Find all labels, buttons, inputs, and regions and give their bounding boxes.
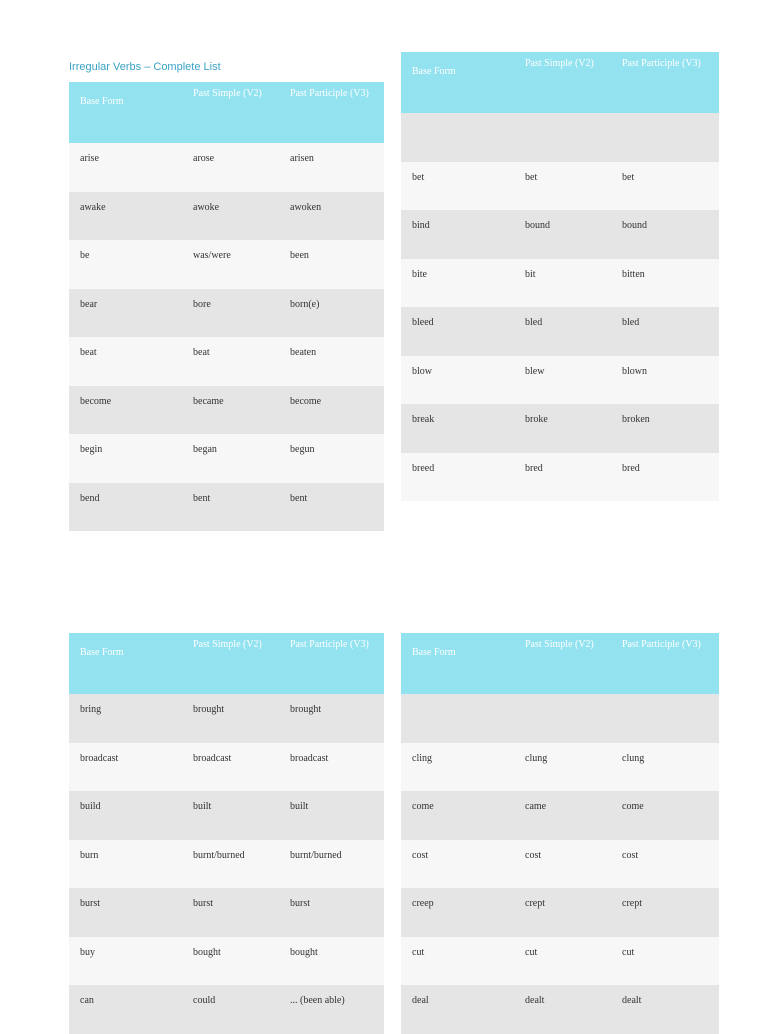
past-participle-cell: clung: [622, 752, 645, 764]
past-participle-cell: blown: [622, 365, 647, 377]
table-row: [401, 162, 719, 211]
base-form-cell: bend: [80, 492, 100, 504]
base-form-cell: burn: [80, 849, 99, 861]
past-simple-cell: crept: [525, 898, 545, 909]
base-form-cell: cut: [412, 946, 425, 958]
table-row: [69, 888, 384, 937]
table-row: [69, 143, 384, 192]
past-simple-cell: could: [193, 995, 216, 1006]
past-simple-cell: cost: [525, 849, 542, 861]
past-simple-cell: bit: [525, 268, 536, 280]
base-form-cell: bind: [412, 220, 430, 231]
past-participle-cell: become: [290, 395, 322, 407]
table-row: [69, 743, 384, 792]
table-header: [401, 633, 719, 694]
past-participle-cell: broken: [622, 414, 650, 425]
past-participle-cell: been: [290, 250, 309, 261]
past-participle-cell: bought: [290, 946, 318, 958]
past-participle-cell: brought: [290, 704, 322, 715]
past-participle-cell: bred: [622, 462, 640, 474]
base-form-cell: breed: [412, 462, 435, 474]
table-row: [69, 434, 384, 483]
table-row: [69, 192, 384, 241]
past-simple-cell: bled: [525, 317, 543, 328]
table-row: [69, 240, 384, 289]
past-simple-cell: bred: [525, 462, 543, 474]
past-participle-cell: come: [622, 801, 644, 812]
past-participle-cell: burnt/burned: [290, 849, 342, 861]
header-past-simple: Past Simple (V2): [193, 639, 262, 650]
verb-table-4: [401, 633, 719, 1034]
table-row: [401, 210, 719, 259]
base-form-cell: broadcast: [80, 752, 119, 764]
base-form-cell: bear: [80, 298, 98, 310]
base-form-cell: awake: [80, 201, 106, 213]
table-row: [401, 743, 719, 792]
verb-table-3: [69, 633, 384, 1034]
past-simple-cell: bore: [193, 298, 211, 310]
base-form-cell: bet: [412, 171, 425, 183]
past-participle-cell: bled: [622, 317, 640, 328]
table-row: [401, 356, 719, 405]
past-participle-cell: dealt: [622, 995, 642, 1006]
past-simple-cell: broke: [525, 414, 548, 425]
header-past-simple: Past Simple (V2): [193, 88, 262, 99]
table-row: [69, 337, 384, 386]
table-body: [69, 694, 384, 1034]
past-simple-cell: bent: [193, 492, 211, 504]
past-simple-cell: beat: [193, 347, 210, 358]
past-simple-cell: bound: [525, 220, 550, 231]
past-simple-cell: was/were: [193, 250, 231, 261]
header-base-form: Base Form: [80, 96, 124, 107]
header-past-simple: Past Simple (V2): [525, 58, 594, 69]
past-participle-cell: bet: [622, 171, 635, 183]
past-participle-cell: bound: [622, 220, 647, 231]
base-form-cell: can: [80, 995, 94, 1006]
past-simple-cell: cut: [525, 946, 538, 958]
base-form-cell: cling: [412, 752, 432, 764]
table-row: [401, 307, 719, 356]
past-participle-cell: burst: [290, 898, 310, 909]
table-row: [401, 453, 719, 502]
table-row: [401, 888, 719, 937]
table-header: [69, 633, 384, 694]
base-form-cell: blow: [412, 365, 432, 377]
past-participle-cell: bitten: [622, 268, 645, 280]
past-simple-cell: brought: [193, 704, 225, 715]
base-form-cell: bite: [412, 268, 427, 280]
table-row: [401, 694, 719, 743]
table-row: [401, 985, 719, 1034]
past-simple-cell: awoke: [193, 201, 220, 213]
header-base-form: Base Form: [412, 66, 456, 77]
header-base-form: Base Form: [80, 647, 124, 658]
table-row: [401, 840, 719, 889]
past-participle-cell: ... (been able): [290, 995, 345, 1006]
base-form-cell: become: [80, 395, 112, 407]
base-form-cell: buy: [80, 946, 95, 958]
past-participle-cell: bent: [290, 492, 308, 504]
header-past-participle: Past Participle (V3): [290, 88, 369, 99]
past-simple-cell: broadcast: [193, 752, 232, 764]
base-form-cell: deal: [412, 995, 429, 1006]
header-past-participle: Past Participle (V3): [290, 639, 369, 650]
table-row: [69, 289, 384, 338]
past-simple-cell: came: [525, 801, 547, 812]
table-row: [69, 937, 384, 986]
table-row: [401, 404, 719, 453]
past-participle-cell: begun: [290, 444, 315, 455]
past-simple-cell: burnt/burned: [193, 849, 245, 861]
base-form-cell: creep: [412, 898, 434, 909]
past-simple-cell: clung: [525, 752, 548, 764]
past-participle-cell: broadcast: [290, 752, 329, 764]
verb-table-1: [69, 82, 384, 531]
past-simple-cell: dealt: [525, 995, 545, 1006]
table-body: [69, 143, 384, 531]
base-form-cell: burst: [80, 898, 100, 909]
table-row: [401, 113, 719, 162]
table-header: [401, 52, 719, 113]
table-body: [401, 113, 719, 501]
table-row: [69, 985, 384, 1034]
table-row: [69, 791, 384, 840]
table-row: [401, 791, 719, 840]
table-row: [401, 937, 719, 986]
table-row: [69, 694, 384, 743]
header-past-simple: Past Simple (V2): [525, 639, 594, 650]
base-form-cell: break: [412, 414, 435, 425]
past-simple-cell: arose: [193, 153, 215, 164]
past-simple-cell: blew: [525, 365, 545, 377]
base-form-cell: bring: [80, 704, 102, 715]
past-participle-cell: crept: [622, 898, 642, 909]
past-simple-cell: became: [193, 395, 224, 407]
table-row: [69, 483, 384, 532]
verb-table-2: [401, 52, 719, 501]
past-participle-cell: cost: [622, 849, 639, 861]
document-title: Irregular Verbs – Complete List: [69, 61, 221, 73]
base-form-cell: come: [412, 801, 434, 812]
table-row: [69, 840, 384, 889]
past-simple-cell: bet: [525, 171, 538, 183]
base-form-cell: beat: [80, 347, 97, 358]
past-participle-cell: built: [290, 801, 309, 812]
past-participle-cell: beaten: [290, 347, 317, 358]
table-body: [401, 694, 719, 1034]
base-form-cell: cost: [412, 849, 429, 861]
table-row: [69, 386, 384, 435]
past-participle-cell: awoken: [290, 201, 322, 213]
base-form-cell: begin: [80, 444, 103, 455]
past-simple-cell: burst: [193, 898, 213, 909]
table-header: [69, 82, 384, 143]
table-row: [401, 259, 719, 308]
header-past-participle: Past Participle (V3): [622, 639, 701, 650]
past-participle-cell: arisen: [290, 153, 314, 164]
header-past-participle: Past Participle (V3): [622, 58, 701, 69]
past-participle-cell: born(e): [290, 298, 320, 310]
past-simple-cell: built: [193, 801, 212, 812]
base-form-cell: bleed: [412, 317, 434, 328]
base-form-cell: be: [80, 250, 90, 261]
base-form-cell: build: [80, 801, 101, 812]
past-simple-cell: began: [193, 444, 217, 455]
base-form-cell: arise: [80, 153, 99, 164]
past-participle-cell: cut: [622, 946, 635, 958]
past-simple-cell: bought: [193, 946, 221, 958]
header-base-form: Base Form: [412, 647, 456, 658]
